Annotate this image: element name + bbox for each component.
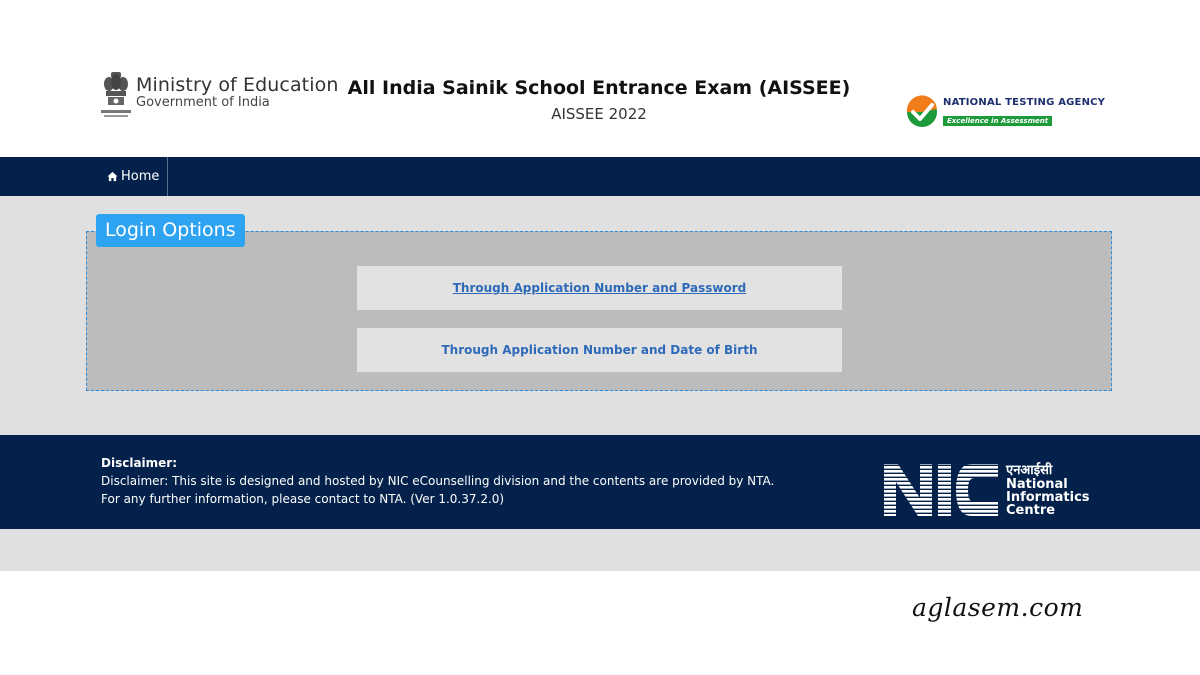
nic-logo [882, 462, 1090, 518]
disclaimer-title: Disclaimer: [101, 456, 178, 470]
nic-name-line-1: National [1006, 476, 1068, 492]
nav-home-label: Home [121, 169, 160, 184]
nic-logo-icon [882, 462, 1000, 518]
disclaimer-line-1: Disclaimer: This site is designed and hosted by NIC eCounselling division and the contents are provided by NTA. [101, 474, 775, 488]
nic-name-line-2: Informatics [1006, 489, 1090, 505]
ministry-title: Ministry of Education [136, 74, 339, 96]
ministry-subtitle: Government of India [136, 95, 270, 110]
exam-title: All India Sainik School Entrance Exam (AISSEE) [347, 77, 851, 99]
nta-check-icon [905, 95, 939, 129]
login-with-dob-link[interactable]: Through Application Number and Date of Birth [357, 328, 842, 372]
header [0, 0, 1200, 157]
nta-name: NATIONAL TESTING AGENCY [943, 97, 1106, 108]
nta-tagline: Excellence in Assessment [943, 116, 1052, 126]
ministry-logo [98, 70, 338, 120]
login-with-password-link[interactable]: Through Application Number and Password [357, 266, 842, 310]
nav-home-link[interactable] [98, 157, 168, 196]
exam-subtitle: AISSEE 2022 [551, 105, 647, 123]
disclaimer [101, 454, 774, 508]
exam-heading [340, 76, 858, 123]
national-emblem-icon [98, 70, 134, 120]
bottom-strip [0, 529, 1200, 571]
nta-logo [905, 95, 1105, 129]
nic-name-line-3: Centre [1006, 502, 1056, 518]
footer [0, 435, 1200, 529]
login-options-legend: Login Options [96, 214, 245, 247]
home-icon [107, 171, 118, 182]
disclaimer-line-2: For any further information, please contact to NTA. (Ver 1.0.37.2.0) [101, 492, 505, 506]
watermark: aglasem.com [912, 593, 1084, 622]
navbar [0, 157, 1200, 196]
main-content [0, 196, 1200, 435]
nic-hindi-name: एनआईसी [1006, 462, 1053, 478]
